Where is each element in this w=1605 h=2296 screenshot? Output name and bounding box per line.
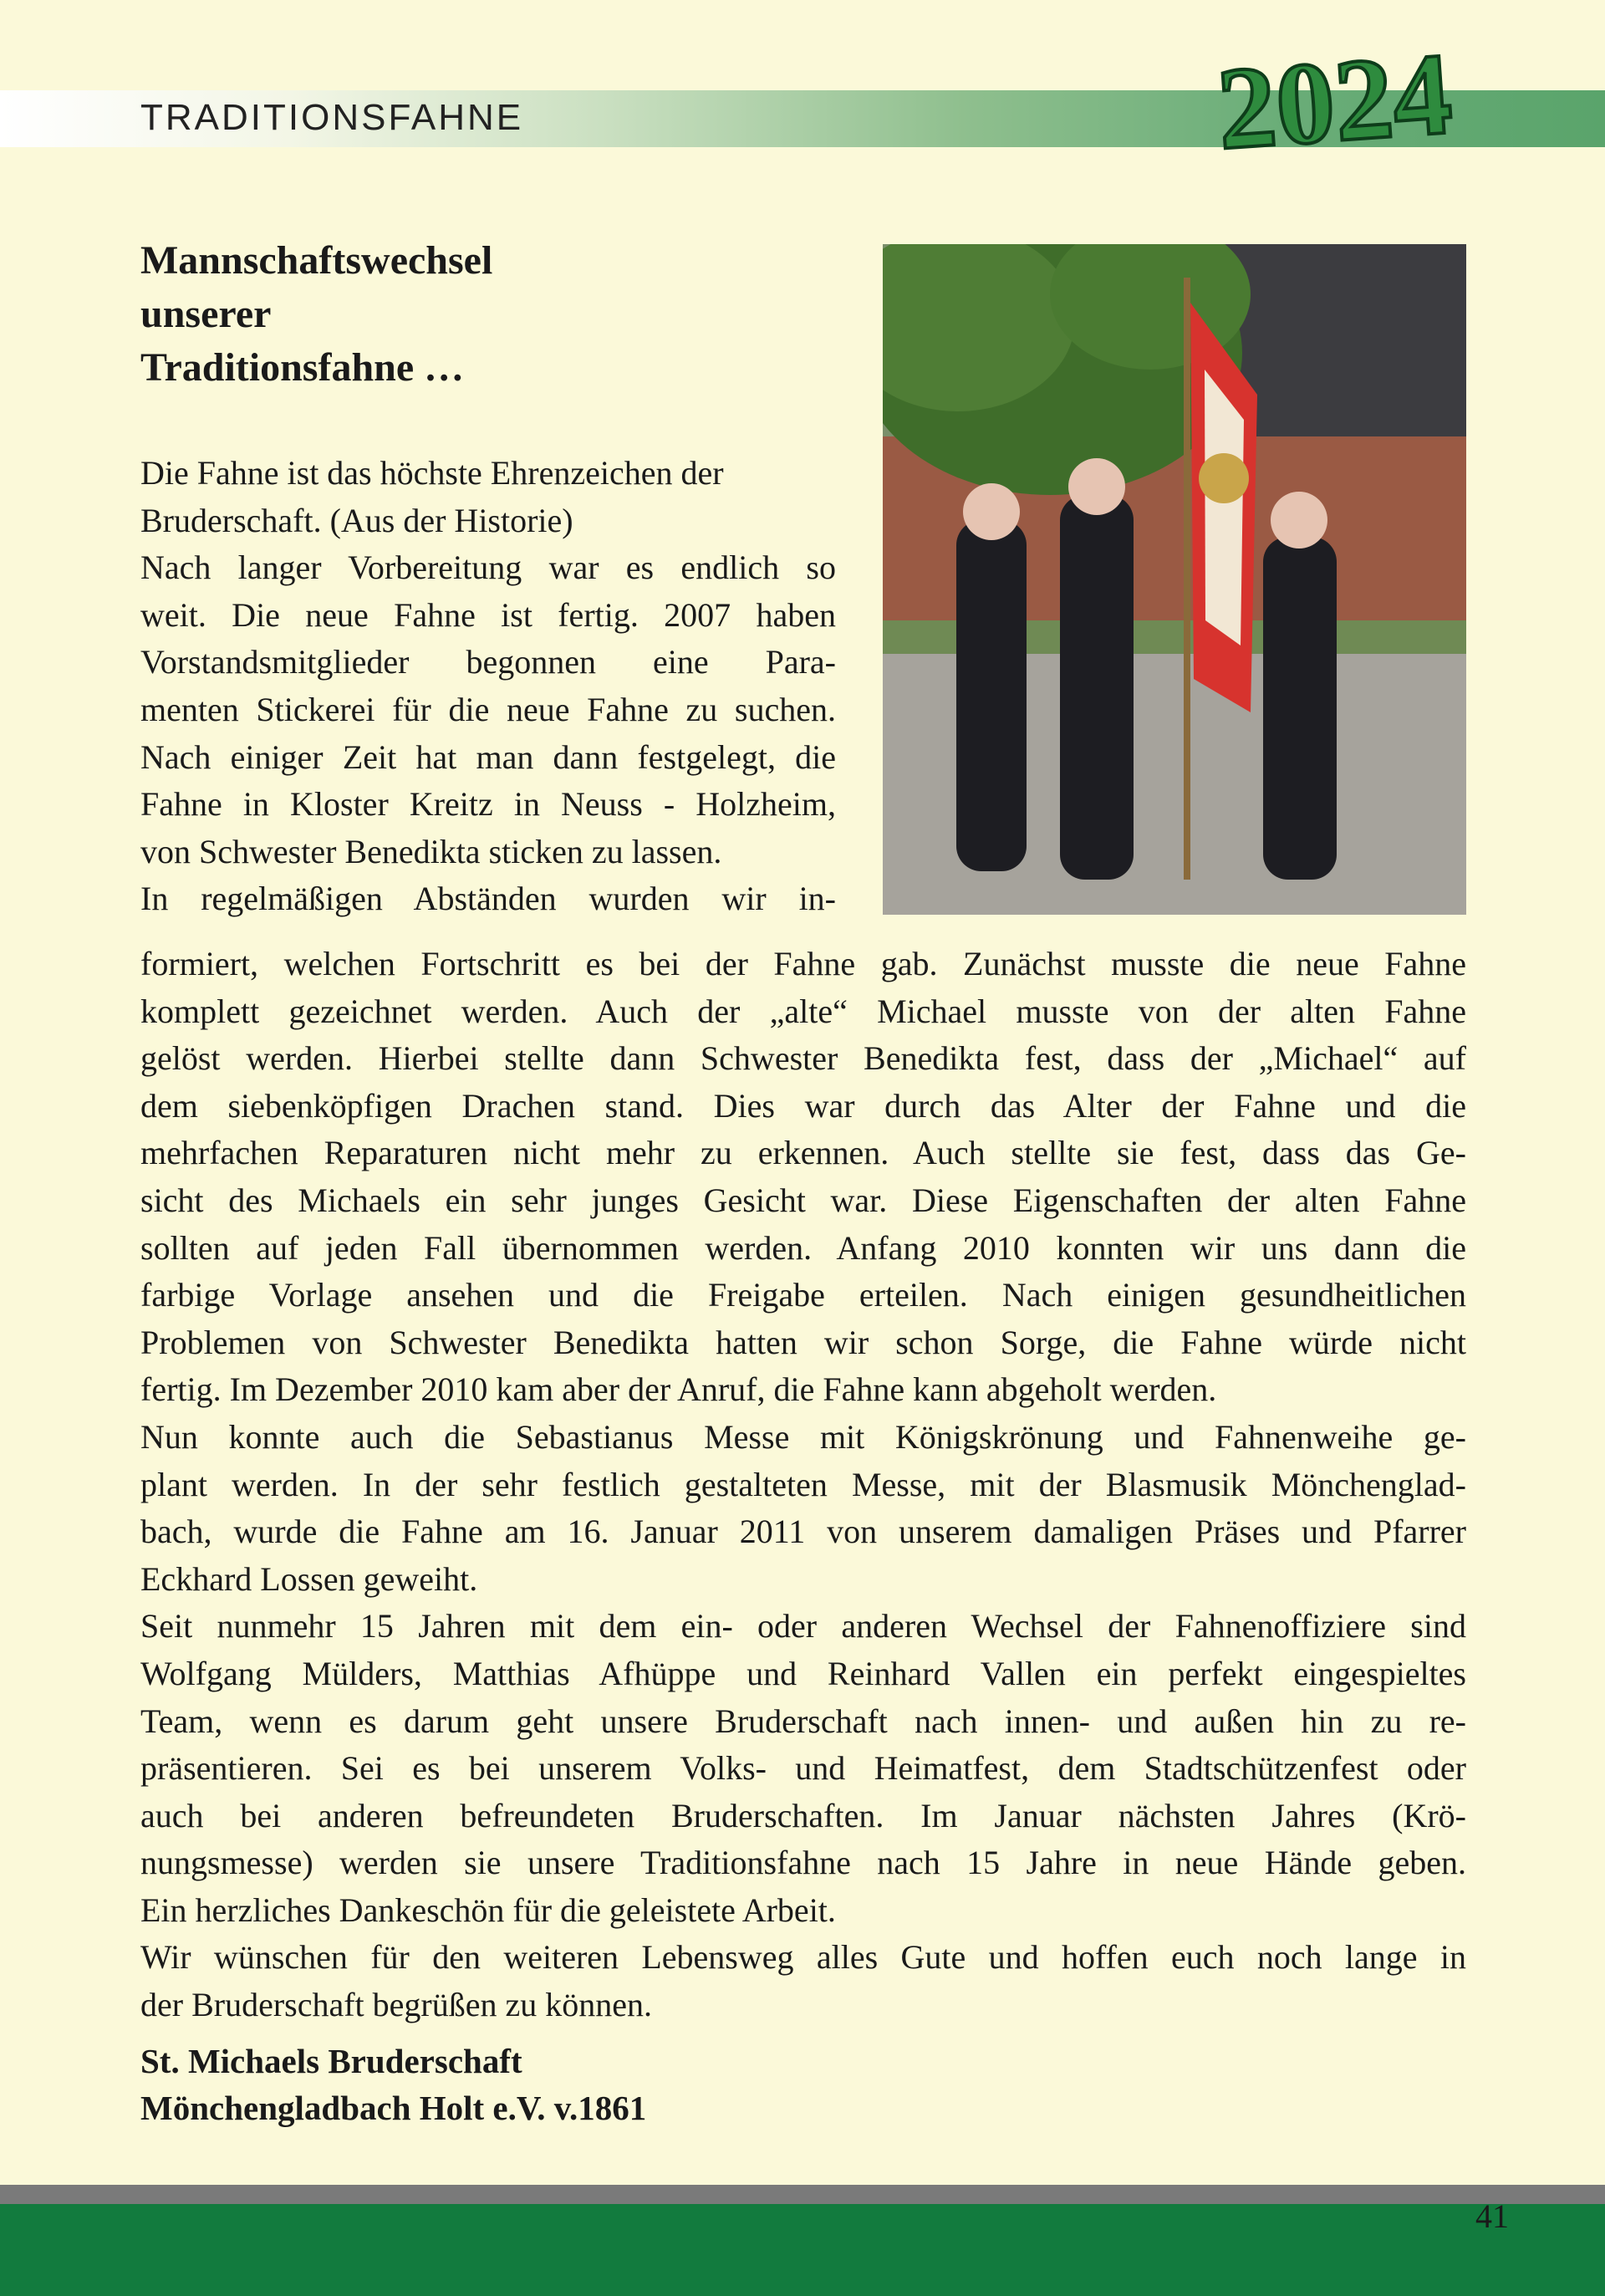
text-line: bach, wurde die Fahne am 16. Januar 2011 von unserem damaligen Präses und Pfarrer [140, 1513, 1466, 1551]
text-line: farbige Vorlage ansehen und die Freigabe erteilen. Nach einigen gesundheitlichen [140, 1276, 1466, 1314]
text-line: gelöst werden. Hierbei stellte dann Schwester Benedikta fest, dass der „Michael“ auf [140, 1039, 1466, 1078]
article-column-text [140, 450, 836, 923]
flag-photo-illustration [883, 244, 1466, 915]
text-line: Ein herzliches Dankeschön für die geleistete Arbeit. [140, 1890, 836, 1929]
text-line: formiert, welchen Fortschritt es bei der Fahne gab. Zunächst musste die neue Fahne [140, 945, 1466, 982]
footer-grey-band [0, 2185, 1605, 2204]
year-logo [1197, 28, 1473, 175]
signature-line: St. Michaels Bruderschaft [140, 2042, 522, 2080]
text-line: menten Stickerei für die neue Fahne zu suchen. [140, 690, 836, 728]
text-line: Eckhard Lossen geweiht. [140, 1559, 478, 1598]
article-body-text [140, 941, 1466, 2029]
text-line: Wolfgang Mülders, Matthias Afhüppe und Reinhard Vallen ein perfekt eingespieltes [140, 1654, 1466, 1692]
heading-line: Traditionsfahne … [140, 345, 465, 390]
text-line: Die Fahne ist das höchste Ehrenzeichen der [140, 454, 724, 492]
text-line: komplett gezeichnet werden. Auch der „alte“ Michael musste von der alten Fahne [140, 992, 1466, 1030]
text-line: Seit nunmehr 15 Jahren mit dem ein- oder anderen Wechsel der Fahnenoffiziere sind [140, 1607, 1466, 1645]
signature [140, 2038, 646, 2131]
text-line: weit. Die neue Fahne ist fertig. 2007 haben [140, 595, 836, 634]
footer-green-band [0, 2204, 1605, 2296]
flag-photo [883, 244, 1466, 915]
text-line: von Schwester Benedikta sticken zu lassen. [140, 832, 722, 870]
text-line: Wir wünschen für den weiteren Lebensweg alles Gute und hoffen euch noch lange in [140, 1938, 1466, 1977]
text-line: präsentieren. Sei es bei unserem Volks- und Heimatfest, dem Stadtschützenfest oder [140, 1749, 1466, 1788]
text-line: sicht des Michaels ein sehr junges Gesicht war. Diese Eigenschaften der alten Fahne [140, 1181, 1466, 1219]
text-line: Vorstandsmitglieder begonnen eine Para- [140, 643, 836, 681]
year-text: 2024 [1213, 28, 1456, 175]
text-line: Nach einiger Zeit hat man dann festgelegt, die [140, 737, 836, 776]
text-line: der Bruderschaft begrüßen zu können. [140, 1986, 652, 2024]
article-heading [140, 234, 726, 395]
text-line: In regelmäßigen Abständen wurden wir in- [140, 880, 836, 918]
text-line: Team, wenn es darum geht unsere Bruderschaft nach innen- und außen hin zu re- [140, 1702, 1466, 1740]
year-logo-graphic [1197, 28, 1473, 175]
text-line: auch bei anderen befreundeten Bruderschaften. Im Januar nächsten Jahres (Krö- [140, 1796, 1466, 1834]
text-line: Nach langer Vorbereitung war es endlich so [140, 548, 836, 587]
signature-line: Mönchengladbach Holt e.V. v.1861 [140, 2089, 647, 2127]
text-line: fertig. Im Dezember 2010 kam aber der Anruf, die Fahne kann abgeholt werden. [140, 1370, 1217, 1409]
page-number: 41 [1475, 2197, 1509, 2235]
text-line: Nun konnte auch die Sebastianus Messe mit Königskrönung und Fahnenweihe ge- [140, 1417, 1466, 1456]
text-line: Problemen von Schwester Benedikta hatten wir schon Sorge, die Fahne würde nicht [140, 1323, 1466, 1361]
text-line: Fahne in Kloster Kreitz in Neuss - Holzheim, [140, 785, 836, 824]
section-title: TRADITIONSFAHNE [140, 97, 524, 138]
text-line: dem siebenköpfigen Drachen stand. Dies war durch das Alter der Fahne und die [140, 1086, 1466, 1125]
text-line: nungsmesse) werden sie unsere Traditionsfahne nach 15 Jahre in neue Hände geben. [140, 1844, 1466, 1882]
heading-line: Mannschaftswechsel [140, 238, 493, 283]
text-line: sollten auf jeden Fall übernommen werden. Anfang 2010 konnten wir uns dann die [140, 1228, 1466, 1267]
text-line: Bruderschaft. (Aus der Historie) [140, 501, 573, 539]
heading-line: unserer [140, 292, 272, 336]
text-line: plant werden. In der sehr festlich gestalteten Messe, mit der Blasmusik Mönchenglad- [140, 1465, 1466, 1503]
text-line: mehrfachen Reparaturen nicht mehr zu erkennen. Auch stellte sie fest, dass das Ge- [140, 1134, 1466, 1172]
